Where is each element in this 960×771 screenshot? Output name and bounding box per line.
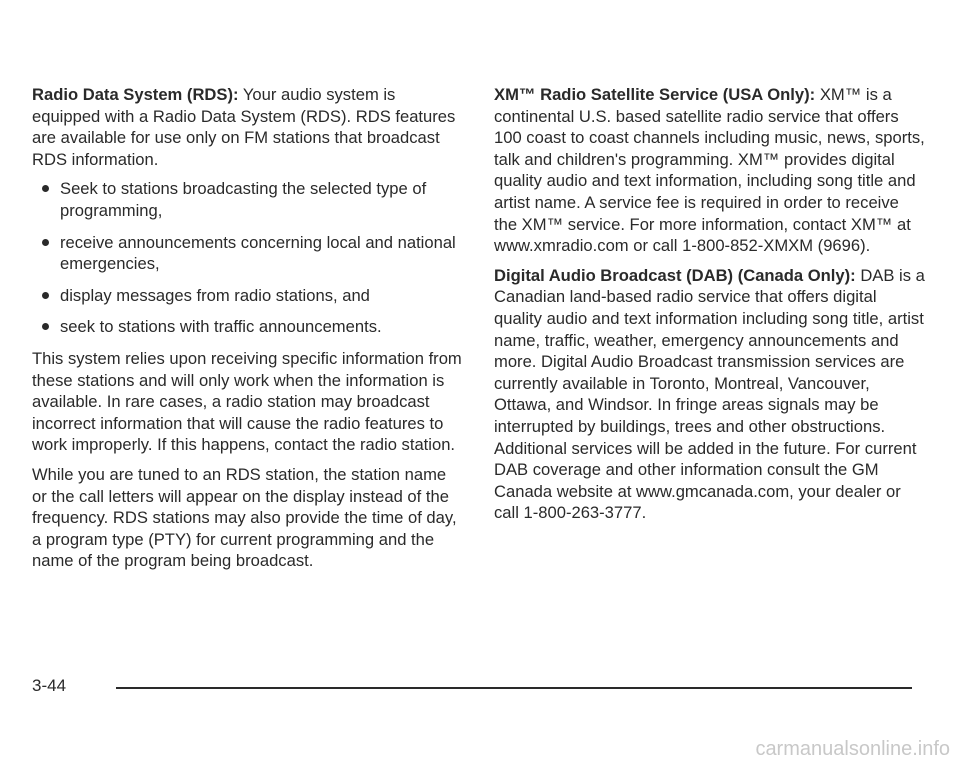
rds-display-paragraph: While you are tuned to an RDS station, the station name or the call letters will appear on the display instead of the frequency. RDS stations may also provide the time of day, a program type (PTY) for current programming and the name of the program being broadcast. xyxy=(32,464,457,571)
rds-reliance-paragraph: This system relies upon receiving specific information from these stations and will only work when the information is available. In rare cases, a radio station may broadcast incorrect information that will cause the radio features to work improperly. If this happens, contact the radio station. xyxy=(32,348,462,455)
footer-rule xyxy=(116,687,912,689)
xm-text: XM™ is a continental U.S. based satellite radio service that offers 100 coast to coast channels including music, news, sports, talk and children's programming. XM™ provides digital quality audio and text information, including song title and artist name. A service fee is required in order to receive the XM™ service. For more information, contact XM™ at www.xmradio.com or call 1-800-852-XMXM (9696). xyxy=(494,85,925,256)
page-footer xyxy=(32,676,912,698)
xm-paragraph xyxy=(494,84,926,257)
bullet-icon xyxy=(42,292,49,299)
rds-heading: Radio Data System (RDS): xyxy=(32,85,239,104)
rds-feature-list xyxy=(32,178,462,338)
rds-intro-paragraph xyxy=(32,84,462,170)
right-column xyxy=(494,84,926,532)
bullet-icon xyxy=(42,323,49,330)
list-item: seek to stations with traffic announcements. xyxy=(32,316,462,338)
xm-heading: XM™ Radio Satellite Service (USA Only): xyxy=(494,85,816,104)
page-number: 3-44 xyxy=(32,676,67,695)
dab-text: DAB is a Canadian land-based radio service that offers digital quality audio and text information including song title, artist name, traffic, weather, emergency announcements and more. Digital Audio Broadcast transmission services are currently available in Toronto, Montreal, Vancouver, Ottawa, and Windsor. In fringe areas signals may be interrupted by buildings, trees and other obstructions. Additional services will be added in the future. For current DAB coverage and other information consult the GM Canada website at www.gmcanada.com, your dealer or call 1-800-263-3777. xyxy=(494,265,925,523)
list-item: Seek to stations broadcasting the selected type of programming, xyxy=(32,178,462,221)
watermark: carmanualsonline.info xyxy=(755,738,950,760)
list-item: display messages from radio stations, and xyxy=(32,285,462,307)
left-column xyxy=(32,84,462,580)
dab-heading: Digital Audio Broadcast (DAB) (Canada Only): xyxy=(494,265,856,285)
bullet-icon xyxy=(42,239,49,246)
rds-intro-text: Your audio system is equipped with a Radio Data System (RDS). RDS features are available for use only on FM stations that broadcast RDS information. xyxy=(32,85,456,169)
list-item: receive announcements concerning local and national emergencies, xyxy=(32,232,462,275)
dab-paragraph xyxy=(494,265,926,524)
bullet-icon xyxy=(42,185,49,192)
